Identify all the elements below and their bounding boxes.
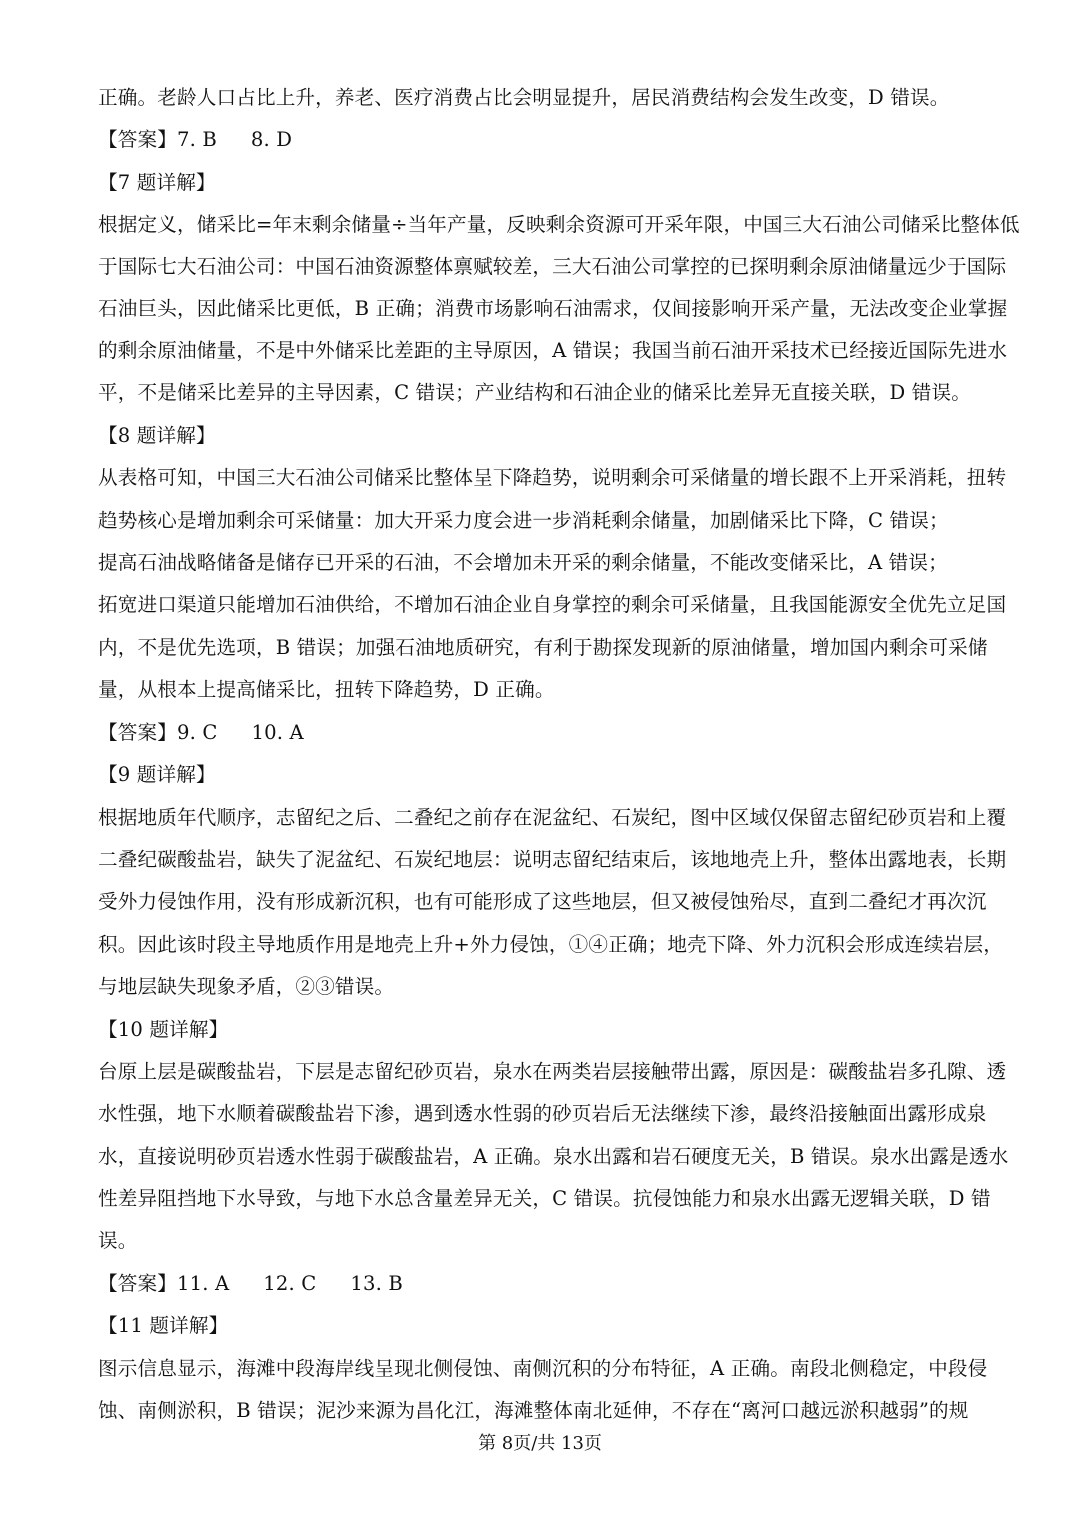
answer-label: 【答案】 bbox=[98, 1272, 177, 1295]
text-line: 内，不是优先选项，B 错误；加强石油地质研究，有利于勘探发现新的原油储量，增加国内剩余可采储 bbox=[98, 636, 988, 659]
section-heading: 【7 题详解】 bbox=[98, 171, 216, 194]
section-heading: 【11 题详解】 bbox=[98, 1314, 229, 1337]
text-line: 于国际七大石油公司：中国石油资源整体禀赋较差，三大石油公司掌控的已探明剩余原油储量远少于国际 bbox=[98, 255, 1007, 278]
answer-label: 【答案】 bbox=[98, 721, 177, 744]
answer-line bbox=[98, 128, 978, 152]
text-line: 趋势核心是增加剩余可采储量：加大开采力度会进一步消耗剩余储量，加剧储采比下降，C 错误； bbox=[98, 509, 949, 532]
answer-item: 7. B bbox=[176, 128, 217, 151]
answer-label: 【答案】 bbox=[98, 128, 177, 151]
text-line: 性差异阻挡地下水导致，与地下水总含量差异无关，C 错误。抗侵蚀能力和泉水出露无逻辑关联，D 错 bbox=[98, 1187, 991, 1210]
text-line: 水，直接说明砂页岩透水性弱于碳酸盐岩，A 正确。泉水出露和岩石硬度无关，B 错误。泉水出露是透水 bbox=[98, 1145, 1009, 1168]
text-line: 二叠纪碳酸盐岩，缺失了泥盆纪、石炭纪地层：说明志留纪结束后，该地地壳上升，整体出露地表，长期 bbox=[98, 848, 1007, 871]
text-line: 石油巨头，因此储采比更低，B 正确；消费市场影响石油需求，仅间接影响开采产量，无法改变企业掌握 bbox=[98, 297, 1008, 320]
section-heading: 【10 题详解】 bbox=[98, 1018, 229, 1041]
text-line: 从表格可知，中国三大石油公司储采比整体呈下降趋势，说明剩余可采储量的增长跟不上开采消耗，扭转 bbox=[98, 466, 1007, 489]
text-line: 图示信息显示，海滩中段海岸线呈现北侧侵蚀、南侧沉积的分布特征，A 正确。南段北侧稳定，中段侵 bbox=[98, 1357, 988, 1380]
page-footer: 第 8页/共 13页 bbox=[478, 1433, 602, 1454]
answer-item: 12. C bbox=[263, 1272, 317, 1295]
answer-line bbox=[98, 1272, 978, 1296]
text-line: 台原上层是碳酸盐岩，下层是志留纪砂页岩，泉水在两类岩层接触带出露，原因是：碳酸盐岩多孔隙、透 bbox=[98, 1060, 1007, 1083]
answer-item: 9. C bbox=[176, 721, 218, 744]
section-heading: 【9 题详解】 bbox=[98, 763, 216, 786]
text-line: 积。因此该时段主导地质作用是地壳上升+外力侵蚀，①④正确；地壳下降、外力沉积会形成连续岩层， bbox=[98, 933, 1004, 956]
text-line: 提高石油战略储备是储存已开采的石油，不会增加未开采的剩余储量，不能改变储采比，A 错误； bbox=[98, 551, 948, 574]
text-line: 与地层缺失现象矛盾，②③错误。 bbox=[98, 975, 395, 998]
text-line: 根据定义，储采比=年末剩余储量÷当年产量，反映剩余资源可开采年限，中国三大石油公司储采比整体低 bbox=[98, 213, 1020, 236]
text-line: 平，不是储采比差异的主导因素，C 错误；产业结构和石油企业的储采比差异无直接关联，D 错误。 bbox=[98, 381, 971, 404]
text-line: 蚀、南侧淤积，B 错误；泥沙来源为昌化江，海滩整体南北延伸，不存在“离河口越远淤积越弱”的规 bbox=[98, 1399, 969, 1422]
text-line: 量，从根本上提高储采比，扭转下降趋势，D 正确。 bbox=[98, 678, 555, 701]
section-heading: 【8 题详解】 bbox=[98, 424, 216, 447]
answer-line bbox=[98, 721, 978, 745]
answer-item: 10. A bbox=[251, 721, 304, 744]
text-line: 水性强，地下水顺着碳酸盐岩下渗，遇到透水性弱的砂页岩后无法继续下渗，最终沿接触面出露形成泉 bbox=[98, 1102, 987, 1125]
text-line: 根据地质年代顺序，志留纪之后、二叠纪之前存在泥盆纪、石炭纪，图中区域仅保留志留纪砂页岩和上覆 bbox=[98, 806, 1007, 829]
text-line: 拓宽进口渠道只能增加石油供给，不增加石油企业自身掌控的剩余可采储量，且我国能源安全优先立足国 bbox=[98, 593, 1007, 616]
answer-item: 13. B bbox=[350, 1272, 403, 1295]
text-line: 的剩余原油储量，不是中外储采比差距的主导原因，A 错误；我国当前石油开采技术已经接近国际先进水 bbox=[98, 339, 1008, 362]
answer-item: 8. D bbox=[250, 128, 293, 151]
text-line: 正确。老龄人口占比上升，养老、医疗消费占比会明显提升，居民消费结构会发生改变，D 错误。 bbox=[98, 86, 950, 109]
answer-item: 11. A bbox=[176, 1272, 230, 1295]
text-line: 误。 bbox=[98, 1229, 138, 1252]
text-line: 受外力侵蚀作用，没有形成新沉积，也有可能形成了这些地层，但又被侵蚀殆尽，直到二叠纪才再次沉 bbox=[98, 890, 987, 913]
